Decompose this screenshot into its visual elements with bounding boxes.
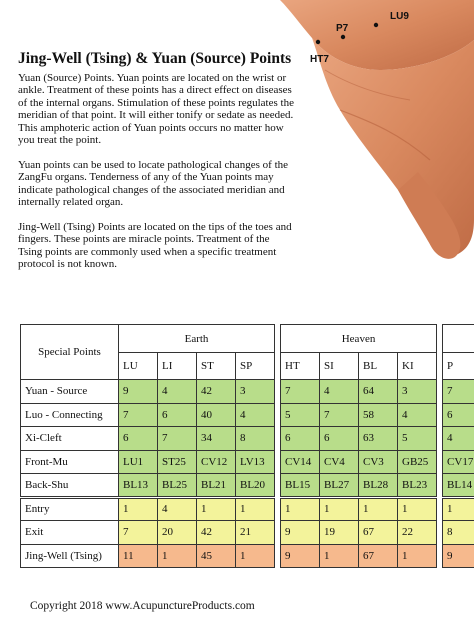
table-cell: 3 bbox=[398, 380, 437, 404]
table-cell: 20 bbox=[158, 521, 197, 545]
table-cell: BL13 bbox=[119, 474, 158, 498]
group-header-extra bbox=[443, 325, 474, 353]
table-cell: 22 bbox=[398, 521, 437, 545]
table-cell: 7 bbox=[281, 380, 320, 404]
table-row bbox=[21, 427, 474, 451]
group-header-heaven: Heaven bbox=[281, 325, 437, 353]
table-cell: 6 bbox=[158, 403, 197, 427]
table-cell: CV17 bbox=[443, 450, 474, 474]
table-cell: 6 bbox=[119, 427, 158, 451]
table-cell: 19 bbox=[320, 521, 359, 545]
table-cell: 7 bbox=[158, 427, 197, 451]
body-text bbox=[18, 72, 296, 283]
copyright-text: Copyright 2018 www.AcupunctureProducts.com bbox=[30, 600, 255, 612]
table-cell: 1 bbox=[320, 544, 359, 568]
paragraph-yuan: Yuan (Source) Points. Yuan points are located on the wrist or ankle. Treatment of these points has a direct effect on diseases of the internal organs. Stimulation of these points regulates the meridian of that point. It will either tonify or sedate as needed. This amphoteric action of Yuan points occurs no matter how you treat the point. bbox=[18, 72, 294, 147]
table-cell: 4 bbox=[158, 380, 197, 404]
table-cell: 1 bbox=[281, 497, 320, 521]
table-cell: 11 bbox=[119, 544, 158, 568]
table-cell: 7 bbox=[119, 403, 158, 427]
table-cell: BL14 bbox=[443, 474, 474, 498]
point-lu9-dot bbox=[374, 23, 378, 27]
table-cell: LU1 bbox=[119, 450, 158, 474]
table-cell: 9 bbox=[281, 544, 320, 568]
table-cell: 42 bbox=[197, 521, 236, 545]
table-cell: 6 bbox=[281, 427, 320, 451]
table-row bbox=[21, 380, 474, 404]
meridian-header: SI bbox=[320, 353, 359, 380]
table-cell: 1 bbox=[398, 544, 437, 568]
table-cell: 45 bbox=[197, 544, 236, 568]
point-label-ht7: HT7 bbox=[310, 54, 329, 65]
table-cell: 64 bbox=[359, 380, 398, 404]
meridian-header: KI bbox=[398, 353, 437, 380]
meridian-header: HT bbox=[281, 353, 320, 380]
table-cell: 9 bbox=[443, 544, 474, 568]
special-points-header: Special Points bbox=[21, 325, 119, 380]
table-row bbox=[21, 474, 474, 498]
group-header-earth: Earth bbox=[119, 325, 275, 353]
table-row bbox=[21, 450, 474, 474]
table-cell: 4 bbox=[443, 427, 474, 451]
table-cell: 6 bbox=[443, 403, 474, 427]
table-cell: 7 bbox=[443, 380, 474, 404]
point-p7-dot bbox=[341, 35, 345, 39]
table-cell: GB25 bbox=[398, 450, 437, 474]
table-cell: CV12 bbox=[197, 450, 236, 474]
row-label: Entry bbox=[21, 497, 119, 521]
table-row bbox=[21, 544, 474, 568]
table-cell: 1 bbox=[320, 497, 359, 521]
paragraph-jing-well: Jing-Well (Tsing) Points are located on the tips of the toes and fingers. These points are miracle points. Treatment of the Tsing points are commonly used when a specific treatment protocol is not known. bbox=[18, 220, 292, 271]
table-cell: BL25 bbox=[158, 474, 197, 498]
table-cell: BL23 bbox=[398, 474, 437, 498]
table-cell: BL21 bbox=[197, 474, 236, 498]
table-cell: 1 bbox=[236, 497, 275, 521]
meridian-header: BL bbox=[359, 353, 398, 380]
table-cell: 21 bbox=[236, 521, 275, 545]
table-cell: 9 bbox=[119, 380, 158, 404]
table-cell: 1 bbox=[119, 497, 158, 521]
table-cell: 6 bbox=[320, 427, 359, 451]
page-title: Jing-Well (Tsing) & Yuan (Source) Points bbox=[18, 50, 292, 67]
table-cell: 1 bbox=[158, 544, 197, 568]
table-cell: 58 bbox=[359, 403, 398, 427]
meridian-header: SP bbox=[236, 353, 275, 380]
special-points-table bbox=[20, 324, 474, 568]
table-cell: 3 bbox=[236, 380, 275, 404]
table-cell: 7 bbox=[320, 403, 359, 427]
table-cell: 4 bbox=[398, 403, 437, 427]
table-cell: 4 bbox=[320, 380, 359, 404]
meridian-header: ST bbox=[197, 353, 236, 380]
meridian-header: LU bbox=[119, 353, 158, 380]
meridian-header: P bbox=[443, 353, 474, 380]
table-row bbox=[21, 497, 474, 521]
table-cell: CV3 bbox=[359, 450, 398, 474]
row-label: Jing-Well (Tsing) bbox=[21, 544, 119, 568]
table-cell: 1 bbox=[443, 497, 474, 521]
table-cell: 1 bbox=[236, 544, 275, 568]
table-cell: 8 bbox=[236, 427, 275, 451]
row-label: Luo - Connecting bbox=[21, 403, 119, 427]
paragraph-yuan-diagnosis: Yuan points can be used to locate pathological changes of the ZangFu organs. Tenderness of any of the Yuan points may indicate pathological changes of the associated meridian and internally related organ. bbox=[18, 158, 289, 209]
table-cell: 9 bbox=[281, 521, 320, 545]
point-ht7-dot bbox=[316, 40, 320, 44]
table-cell: CV14 bbox=[281, 450, 320, 474]
table-cell: BL27 bbox=[320, 474, 359, 498]
point-label-p7: P7 bbox=[336, 23, 349, 34]
table-cell: BL20 bbox=[236, 474, 275, 498]
table-row bbox=[21, 403, 474, 427]
table-cell: 1 bbox=[359, 497, 398, 521]
point-label-lu9: LU9 bbox=[390, 11, 409, 22]
table-cell: 67 bbox=[359, 521, 398, 545]
table-cell: 34 bbox=[197, 427, 236, 451]
row-label: Xi-Cleft bbox=[21, 427, 119, 451]
table-cell: 42 bbox=[197, 380, 236, 404]
meridian-header: LI bbox=[158, 353, 197, 380]
table-cell: BL15 bbox=[281, 474, 320, 498]
table-cell: 1 bbox=[398, 497, 437, 521]
table-cell: 40 bbox=[197, 403, 236, 427]
row-label: Back-Shu bbox=[21, 474, 119, 498]
table-cell: 5 bbox=[281, 403, 320, 427]
table-cell: BL28 bbox=[359, 474, 398, 498]
hand-illustration bbox=[280, 0, 474, 262]
table-cell: 4 bbox=[158, 497, 197, 521]
table-cell: 8 bbox=[443, 521, 474, 545]
table-cell: 1 bbox=[197, 497, 236, 521]
table-cell: CV4 bbox=[320, 450, 359, 474]
table-cell: LV13 bbox=[236, 450, 275, 474]
row-label: Exit bbox=[21, 521, 119, 545]
table-cell: ST25 bbox=[158, 450, 197, 474]
row-label: Yuan - Source bbox=[21, 380, 119, 404]
table-cell: 4 bbox=[236, 403, 275, 427]
table-cell: 7 bbox=[119, 521, 158, 545]
table-row bbox=[21, 521, 474, 545]
table-cell: 67 bbox=[359, 544, 398, 568]
row-label: Front-Mu bbox=[21, 450, 119, 474]
table-cell: 5 bbox=[398, 427, 437, 451]
table-cell: 63 bbox=[359, 427, 398, 451]
